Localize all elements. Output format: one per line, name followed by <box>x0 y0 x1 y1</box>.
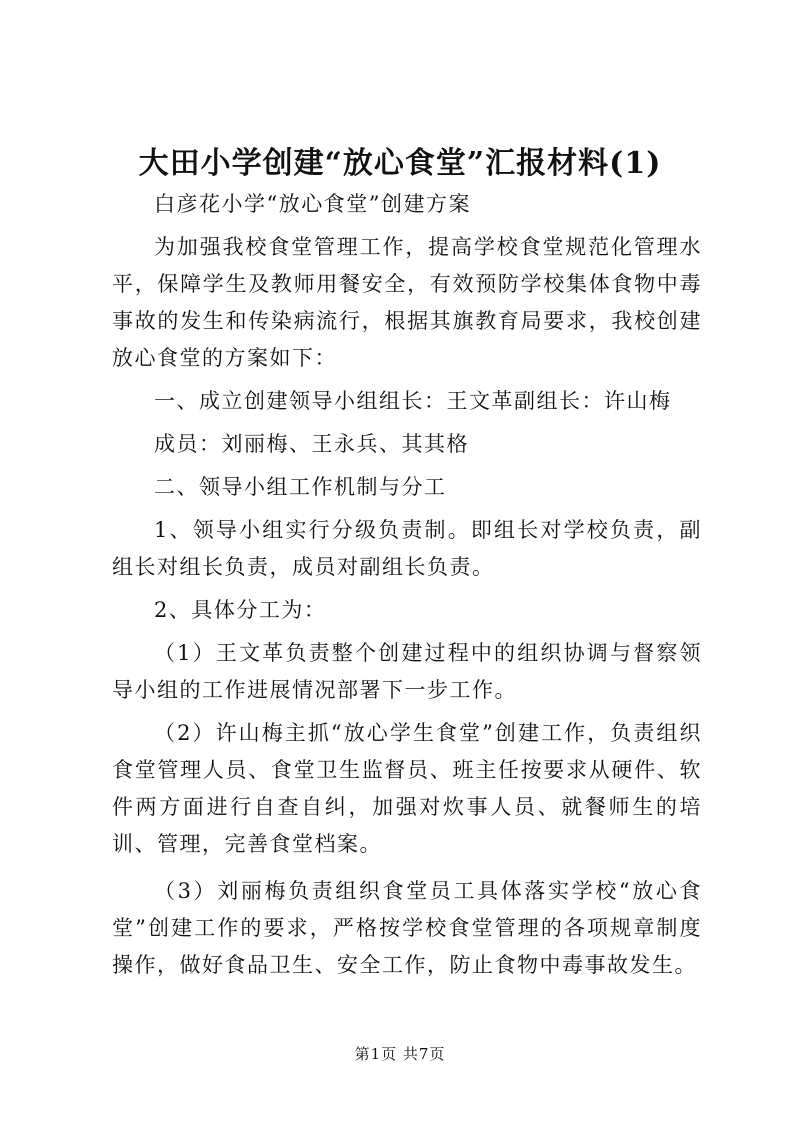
division-heading: 2、具体分工为： <box>154 598 327 622</box>
duty-item-1: （1）王文革负责整个创建过程中的组织协调与督察领导小组的工作进展情况部署下一步工作。 <box>112 641 702 702</box>
page-number-footer: 第1页 共7页 <box>354 1045 446 1063</box>
section-mechanism: 二、领导小组工作机制与分工 <box>154 475 447 499</box>
duty-item-2: （2）许山梅主抓“放心学生食堂”创建工作，负责组织食堂管理人员、食堂卫生监督员、班主任按要求从硬件、软件两方面进行自查自纠，加强对炊事人员、就餐师生的培训、管理，完善食堂档案。 <box>112 721 702 856</box>
document-title: 大田小学创建“放心食堂”汇报材料(1) <box>138 146 662 181</box>
responsibility-paragraph: 1、领导小组实行分级负责制。即组长对学校负责，副组长对组长负责，成员对副组长负责。 <box>112 518 702 579</box>
intro-paragraph: 为加强我校食堂管理工作，提高学校食堂规范化管理水平，保障学生及教师用餐安全，有效预防学校集体食物中毒事故的发生和传染病流行，根据其旗教育局要求，我校创建放心食堂的方案如下： <box>112 235 702 370</box>
members-paragraph: 成员：刘丽梅、王永兵、其其格 <box>154 432 469 456</box>
document-body <box>112 186 702 984</box>
section-leadership-group: 一、成立创建领导小组组长：王文革副组长：许山梅 <box>154 389 672 413</box>
subtitle-paragraph: 白彦花小学“放心食堂”创建方案 <box>154 192 471 216</box>
duty-item-3: （3）刘丽梅负责组织食堂员工具体落实学校“放心食堂”创建工作的要求，严格按学校食堂管理的各项规章制度操作，做好食品卫生、安全工作，防止食物中毒事故发生。 <box>112 879 702 977</box>
